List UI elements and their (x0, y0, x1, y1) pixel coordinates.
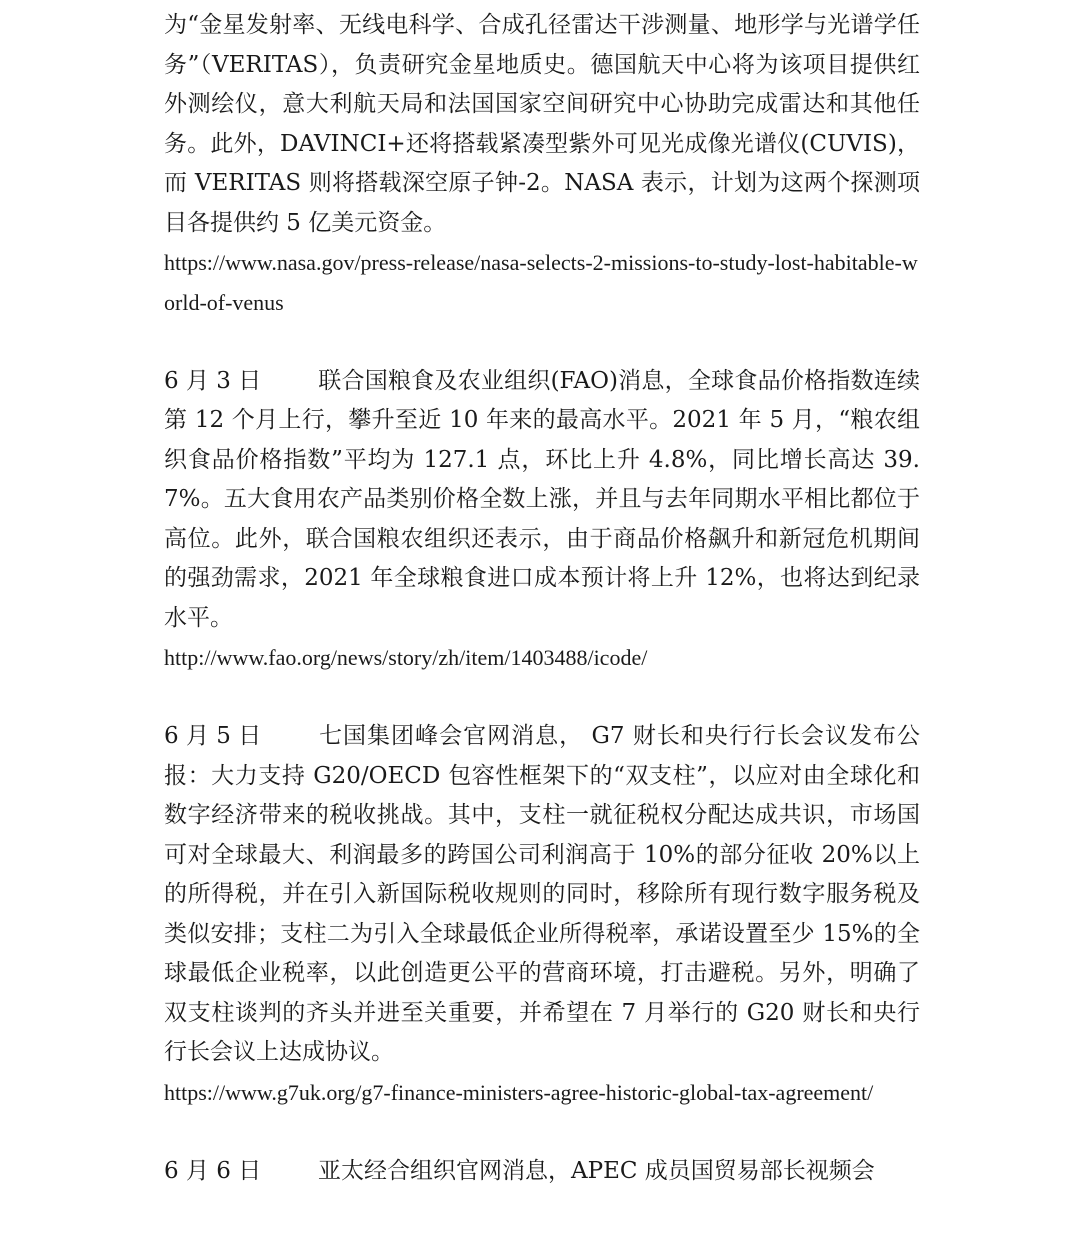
entry-date: 6 月 3 日 (164, 367, 262, 394)
source-url[interactable]: https://www.g7uk.org/g7-finance-ministers-agree-historic-global-tax-agreement/ (164, 1079, 874, 1105)
entry-paragraph (164, 1152, 920, 1192)
text-column (164, 0, 920, 1191)
entry-paragraph (164, 362, 920, 639)
source-url[interactable]: https://www.nasa.gov/press-release/nasa-selects-2-missions-to-study-lost-habitable-world-of-venus (164, 250, 918, 315)
entry-date: 6 月 5 日 (164, 723, 262, 749)
entry-paragraph (164, 717, 920, 1073)
entry-venus (164, 6, 920, 322)
entry-date: 6 月 6 日 (164, 1157, 262, 1184)
paragraph-gap (164, 1112, 920, 1152)
entry-body: 七国集团峰会官网消息， G7 财长和央行行长会议发布公报：大力支持 G20/OECD 包容性框架下的“双支柱”，以应对由全球化和数字经济带来的税收挑战。其中，支柱一就征税权分配达成共识，市场国可对全球最大、利润最多的跨国公司利润高于 10%的部分征收 20%以上的所得税，并在引入新国际税收规则的同时，移除所有现行数字服务税及类似安排；支柱二为引入全球最低企业所得税率，承诺设置至少 15%的全球最低企业税率，以此创造更公平的营商环境，打击避税。另外，明确了双支柱谈判的齐头并进至关重要，并希望在 7 月举行的 G20 财长和央行行长会议上达成协议。 (164, 723, 920, 1065)
entry-body: 联合国粮食及农业组织(FAO)消息，全球食品价格指数连续第 12 个月上行，攀升至近 10 年来的最高水平。2021 年 5 月，“粮农组织食品价格指数”平均为 127.1 点，环比上升 4.8%，同比增长高达 39.7%。五大食用农产品类别价格全数上涨，并且与去年同期水平相比都位于高位。此外，联合国粮农组织还表示，由于商品价格飙升和新冠危机期间的强劲需求，2021 年全球粮食进口成本预计将上升 12%，也将达到纪录水平。 (164, 367, 920, 631)
paragraph-gap (164, 678, 920, 718)
entry-body: 为“金星发射率、无线电科学、合成孔径雷达干涉测量、地形学与光谱学任务”（VERITAS），负责研究金星地质史。德国航天中心将为该项目提供红外测绘仪，意大利航天局和法国国家空间研究中心协助完成雷达和其他任务。此外，DAVINCI+还将搭载紧凑型紫外可见光成像光谱仪(CUVIS)，而 VERITAS 则将搭载深空原子钟-2。NASA 表示，计划为这两个探测项目各提供约 5 亿美元资金。 (164, 12, 920, 236)
entry-apec (164, 1152, 920, 1192)
paragraph-gap (164, 322, 920, 362)
entry-fao (164, 362, 920, 678)
entry-body: 亚太经合组织官网消息，APEC 成员国贸易部长视频会 (318, 1157, 875, 1184)
source-url[interactable]: http://www.fao.org/news/story/zh/item/1403488/icode/ (164, 645, 648, 670)
entry-g7 (164, 717, 920, 1112)
